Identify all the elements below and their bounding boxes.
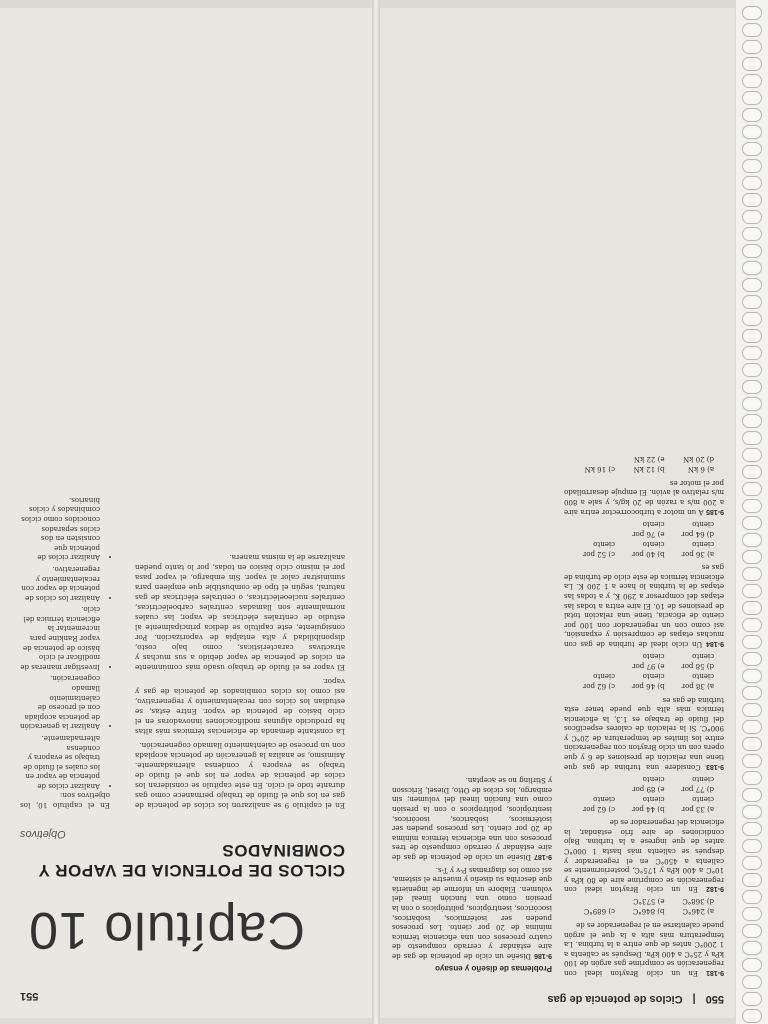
spiral-ring bbox=[742, 346, 762, 360]
page-number: 551 bbox=[20, 990, 39, 1002]
spiral-ring bbox=[742, 992, 762, 1006]
spiral-ring bbox=[742, 771, 762, 785]
spiral-ring bbox=[742, 261, 762, 275]
spiral-ring bbox=[742, 890, 762, 904]
problems-column-2 bbox=[392, 772, 552, 977]
spiral-ring bbox=[742, 363, 762, 377]
spiral-ring bbox=[742, 1009, 762, 1023]
spiral-ring bbox=[742, 176, 762, 190]
spiral-ring bbox=[742, 924, 762, 938]
spiral-ring bbox=[742, 686, 762, 700]
spiral-ring bbox=[742, 584, 762, 598]
objective-item: • Analizar la generación de potencia acoplada con el proceso de calentamiento llamado cogeneración. bbox=[20, 673, 100, 731]
spiral-ring bbox=[742, 40, 762, 54]
spiral-ring bbox=[742, 499, 762, 513]
spiral-ring bbox=[742, 669, 762, 683]
spiral-ring bbox=[742, 720, 762, 734]
spiral-ring bbox=[742, 516, 762, 530]
spiral-ring bbox=[742, 142, 762, 156]
book-gutter bbox=[372, 0, 380, 1024]
spiral-ring bbox=[742, 108, 762, 122]
spiral-ring bbox=[742, 278, 762, 292]
spiral-ring bbox=[742, 567, 762, 581]
objectives-heading: Objetivos bbox=[20, 828, 66, 840]
spiral-ring bbox=[742, 958, 762, 972]
spiral-ring bbox=[742, 975, 762, 989]
problem-options: a) 36 por ciento b) 40 por ciento c) 52 por ciento d) 64 por ciento e) 76 por ciento bbox=[582, 519, 714, 558]
spiral-ring bbox=[742, 635, 762, 649]
spiral-ring bbox=[742, 380, 762, 394]
spiral-ring bbox=[742, 74, 762, 88]
problem: 9-183 Considere una turbina de gas que tiene una relación de presiones de 6 y que opera con un ciclo Brayton con regeneración entre los límites de temperatura de 20°C y 900°C. Si la relación de calores específicos del fluido de trabajo es 1.3, la eficiencia térmica más alta que puede tener esta turbina de gas es bbox=[564, 695, 724, 771]
spiral-ring bbox=[742, 839, 762, 853]
objective-item: • Investigar maneras de modificar el ciclo básico de potencia de vapor Rankine para incrementar la eficiencia térmica del ciclo. bbox=[20, 604, 100, 671]
chapter-title: CICLOS DE POTENCIA DE VAPOR Y COMBINADOS bbox=[38, 841, 345, 880]
spiral-ring bbox=[742, 601, 762, 615]
problem: 9-184 Un ciclo ideal de turbina de gas con muchas etapas de compresión y expansión, así como con un regenerador con 100 por ciento de eficacia, tiene una relación total de presiones de 10. El aire entra a todas las etapas del compresor a 290 K, y a todas las etapas de la turbina lo hace a 1 200 K. La eficiencia térmica de este ciclo de turbina de gas es bbox=[564, 563, 724, 648]
spiral-ring bbox=[742, 414, 762, 428]
spiral-ring bbox=[742, 244, 762, 258]
running-head-title: Ciclos de potencia de gas bbox=[547, 993, 683, 1005]
spiral-ring bbox=[742, 618, 762, 632]
spiral-ring bbox=[742, 210, 762, 224]
spiral-ring bbox=[742, 907, 762, 921]
intro-paragraph: El vapor es el fluido de trabajo usado más comúnmente en ciclos de potencia de vapor debido a sus muchas y atractivas características, como bajo costo, disponibilidad y alta entalpía de vaporización. Por consiguiente, este capítulo se dedica principalmente al estudio de centrales eléctricas de vapor, las cuales normalmente son llamadas centrales carboeléctricas, centrales nucleoeléctricas, o centrales eléctricas de gas natural, según el tipo de combustible que empleen para suministrar calor al vapor. Sin embargo, el vapor pasa por el mismo ciclo básico en todas, por lo tanto pueden analizarse de la misma manera. bbox=[135, 553, 345, 672]
spiral-ring bbox=[742, 91, 762, 105]
objective-item: • Analizar los ciclos de potencia de vapor con recalentamiento y regenerativo. bbox=[20, 563, 100, 601]
spiral-ring bbox=[742, 754, 762, 768]
objectives-column bbox=[20, 492, 110, 810]
spiral-ring bbox=[742, 703, 762, 717]
spiral-ring bbox=[742, 737, 762, 751]
design-problem: 9-187 Diseñe un ciclo de potencia de gas de aire estándar y cerrado compuesto de tres procesos con una eficiencia térmica mínima de 20 por ciento. Los procesos pueden ser isotérmicos, isobáricos, isocóricos, isentrópicos, politrópicos o con la presión como una función lineal del volumen; sin embargo, los ciclos de Otto, Diesel, Ericsson y Stirling no se aceptan. bbox=[392, 776, 552, 862]
spiral-ring bbox=[742, 312, 762, 326]
design-problem: 9-186 Diseñe un ciclo de potencia de gas de aire estándar y cerrado compuesto de cuatro procesos con una eficiencia térmica mínima de 20 por ciento. Los procesos pueden ser isotérmicos, isobáricos, isocóricos, isentrópicos, politrópicos o con la presión como una función lineal del volumen. Elabore un informe de ingeniería que describa su diseño y muestre el sistema, así como los diagramas P-v y T-s. bbox=[392, 865, 552, 960]
objectives-list bbox=[20, 494, 110, 790]
spiral-ring bbox=[742, 533, 762, 547]
objective-item: • Analizar ciclos de potencia que consisten en dos ciclos separados conocidos como ciclos combinados y ciclos binarios. bbox=[20, 494, 100, 561]
problem: 9-182 En un ciclo Brayton ideal con regeneración se comprime aire de 80 kPa y 10°C a 400 kPa y 175°C, posteriormente se calienta a 450°C en el regenerador y después se calienta más hasta 1 000°C antes de que ingrese a la turbina. Bajo condiciones de aire frío estándar, la eficiencia del regenerador es de bbox=[564, 818, 724, 894]
spiral-ring bbox=[742, 856, 762, 870]
problem-options: a) 33 por ciento b) 44 por ciento c) 62 por ciento d) 77 por ciento e) 89 por ciento bbox=[582, 774, 714, 813]
spiral-ring bbox=[742, 465, 762, 479]
spiral-ring bbox=[742, 6, 762, 20]
objectives-intro: En el capítulo 10, los objetivos son: bbox=[20, 791, 110, 810]
problem-options: a) 38 por ciento b) 46 por ciento c) 62 por ciento d) 58 por ciento e) 97 por ciento bbox=[582, 651, 714, 690]
spiral-ring bbox=[742, 482, 762, 496]
spiral-ring bbox=[742, 431, 762, 445]
spiral-ring bbox=[742, 652, 762, 666]
page-number: 550 bbox=[705, 993, 724, 1005]
problem-options: a) 6 kN b) 12 kN c) 16 kN d) 20 kN e) 22 kN bbox=[584, 455, 714, 474]
spiral-ring bbox=[742, 57, 762, 71]
spiral-ring bbox=[742, 788, 762, 802]
spiral-ring bbox=[742, 873, 762, 887]
spiral-ring bbox=[742, 125, 762, 139]
intro-paragraph: La constante demanda de eficiencias térmicas más altas ha producido algunas modificaciones innovadoras en el ciclo básico de potencia de vapor. Entre éstas, se estudian los ciclos con recalentamiento y regenerativo, así como los ciclos combinados de potencia de gas y vapor. bbox=[135, 677, 345, 736]
spiral-ring bbox=[742, 550, 762, 564]
running-head: 550 | Ciclos de potencia de gas bbox=[547, 993, 724, 1005]
intro-text bbox=[135, 552, 345, 810]
spiral-ring bbox=[742, 295, 762, 309]
objective-item: • Analizar ciclos de potencia de vapor en los cuales el fluido de trabajo se evapora y condensa alternadamente. bbox=[20, 732, 100, 790]
spiral-ring bbox=[742, 159, 762, 173]
spiral-ring bbox=[742, 329, 762, 343]
section-heading: Problemas de diseño y ensayo bbox=[435, 964, 552, 973]
left-page-content bbox=[10, 10, 365, 1000]
spiral-ring bbox=[742, 448, 762, 462]
spiral-binding bbox=[736, 0, 768, 1024]
spiral-ring bbox=[742, 23, 762, 37]
problem: 9-181 En un ciclo Brayton ideal con regeneración se comprime gas argón de 100 kPa y 25°C a 400 kPa. Después se calienta a 1 200°C antes de que entre a la turbina. La temperatura más alta a la que el argón puede calentarse en el regenerador es de bbox=[564, 921, 724, 977]
problem-options: a) 246°C b) 846°C c) 689°C d) 368°C e) 573°C bbox=[583, 897, 714, 916]
chapter-label: Capítulo 10 bbox=[28, 901, 305, 959]
spiral-ring bbox=[742, 822, 762, 836]
problem: 9-185 A un motor a turbocorrector entra aire a 200 m/s a razón de 20 kg/s, y sale a 800 m/s relativo al avión. El empuje desarrollado por el motor es bbox=[564, 478, 724, 516]
problems-column-1 bbox=[564, 451, 724, 977]
spiral-ring bbox=[742, 941, 762, 955]
spiral-ring bbox=[742, 193, 762, 207]
intro-paragraph: En el capítulo 9 se analizaron los ciclos de potencia de gas en los que el fluido de trabajo permanece como gas durante todo el ciclo. En este capítulo se consideran los ciclos de potencia de vapor en los que el fluido de trabajo se evapora y condensa alternadamente. Asimismo, se analiza la generación de potencia acoplada con un proceso de calentamiento llamado cogeneración. bbox=[135, 741, 345, 810]
spiral-ring bbox=[742, 397, 762, 411]
spiral-ring bbox=[742, 227, 762, 241]
spiral-ring bbox=[742, 805, 762, 819]
right-page-content bbox=[385, 10, 730, 1005]
